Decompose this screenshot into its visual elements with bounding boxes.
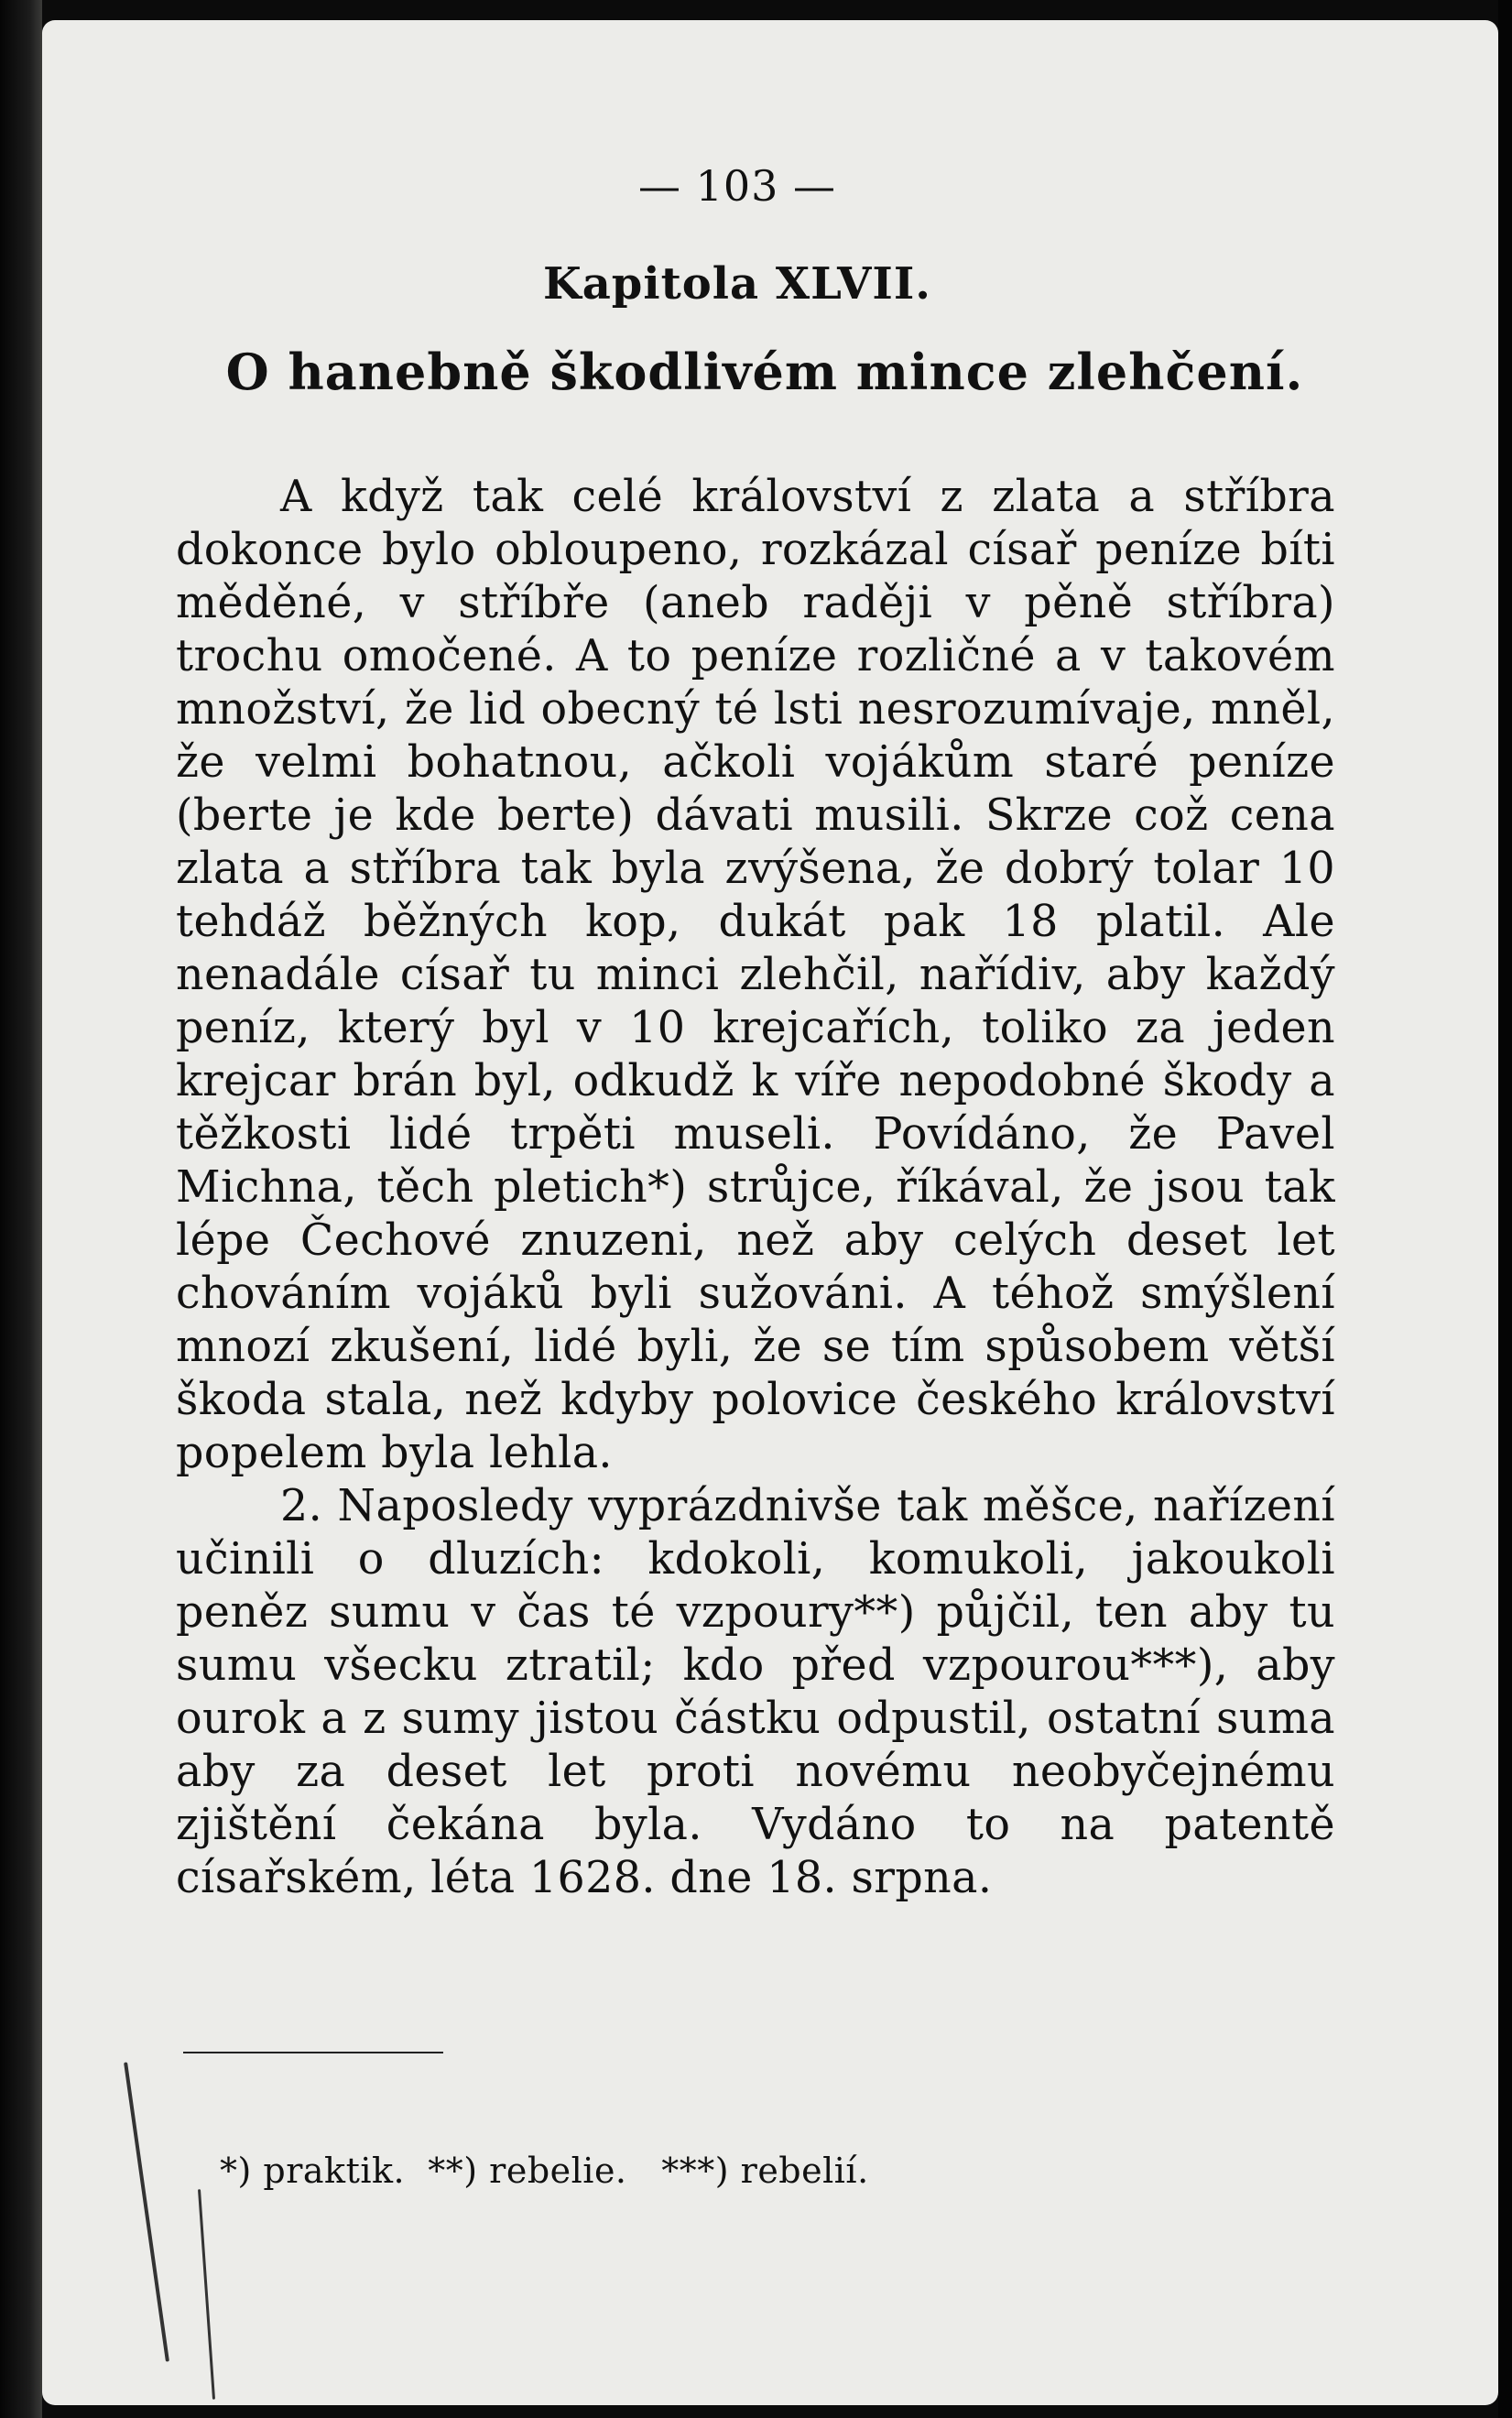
paragraph-2: 2. Naposledy vyprázdnivše tak měšce, nařízení učinili o dluzích: kdokoli, komukoli, jakoukoli peněz sumu v čas té vzpoury**) půjčil, ten aby tu sumu všecku ztratil; kdo před vzpourou***), aby ourok a z sumy jistou částku odpustil, ostatní suma aby za deset let proti novému neobyčejnému zjištění čekána byla. Vydáno to na patentě císařském, léta 1628. dne 18. srpna.: [176, 1481, 1335, 1903]
footnotes: *) praktik. **) rebelie. ***) rebelií.: [220, 2151, 869, 2191]
scan-edge-right: [1498, 0, 1512, 2418]
chapter-title: O hanebně škodlivém mince zlehčení.: [225, 343, 1304, 401]
page-content: [176, 161, 1335, 1905]
chapter-label: Kapitola XLVII.: [542, 258, 931, 310]
paragraph-1: A když tak celé království z zlata a stříbra dokonce bylo obloupeno, rozkázal císař peníze bíti měděné, v stříbře (aneb raději v pěně stříbra) trochu omočené. A to peníze rozličné a v takovém množství, že lid obecný té lsti nesrozumívaje, mněl, že velmi bohatnou, ačkoli vojákům staré peníze (berte je kde berte) dávati musili. Skrze což cena zlata a stříbra tak byla zvýšena, že dobrý tolar 10 tehdáž běžných kop, dukát pak 18 platil. Ale nenadále císař tu minci zlehčil, nařídiv, aby každý peníz, který byl v 10 krejcařích, toliko za jeden krejcar brán byl, odkudž k víře nepodobné škody a těžkosti lidé trpěti museli. Povídáno, že Pavel Michna, těch pletich*) strůjce, říkával, že jsou tak lépe Čechové znuzeni, než aby celých deset let chováním vojáků byli sužováni. A téhož smýšlení mnozí zkušení, lidé byli, že se tím spůsobem větší škoda stala, než kdyby polovice českého království popelem byla lehla.: [176, 472, 1335, 1478]
scan-edge-left: [0, 0, 42, 2418]
footnote-rule: [183, 2052, 443, 2053]
page-number: — 103 —: [637, 161, 837, 211]
